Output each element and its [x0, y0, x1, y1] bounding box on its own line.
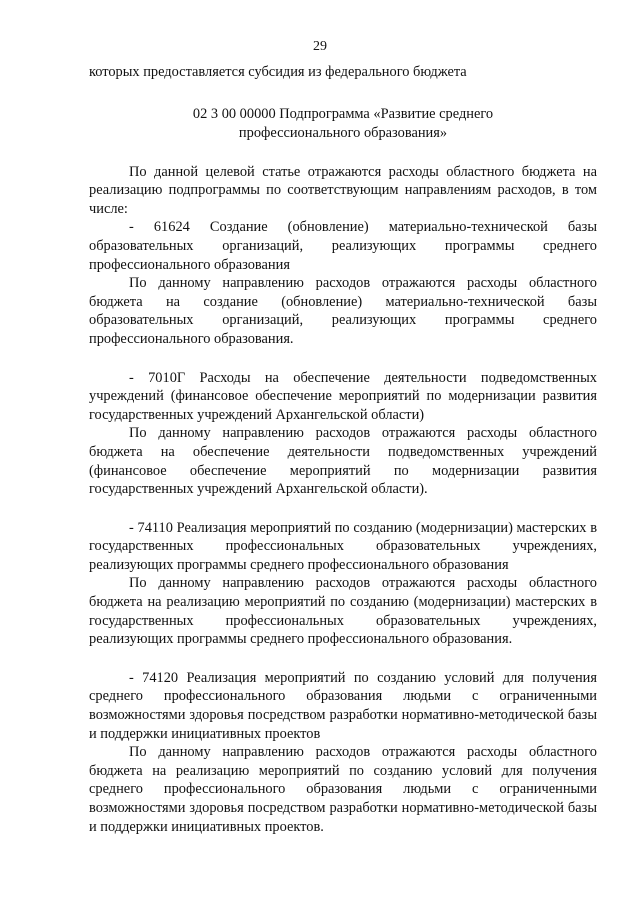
- expense-item-7010g-description: По данному направлению расходов отражаются расходы областного бюджета на обеспечение деятельности подведомственных учреждений (финансовое обеспечение мероприятий по модернизации развития государственных учреждений Архангельской области).: [89, 425, 597, 498]
- expense-item-74110-title: - 74110 Реализация мероприятий по созданию (модернизации) мастерских в государственных профессиональных образовательных учреждениях, реализующих программы среднего профессионального образования: [89, 519, 597, 573]
- expense-item-74120-description: По данному направлению расходов отражаются расходы областного бюджета на реализацию мероприятий по созданию условий для получения среднего профессионального образования людьми с ограниченными возможностями здоровья посредством разработки нормативно-методической базы и поддержки инициативных проектов.: [89, 744, 597, 835]
- expense-item-7010g-title: - 7010Г Расходы на обеспечение деятельности подведомственных учреждений (финансовое обеспечение мероприятий по модернизации развития государственных учреждений Архангельской области): [89, 369, 597, 423]
- lead-line: которых предоставляется субсидия из федерального бюджета: [89, 64, 467, 80]
- expense-item-61624-title: - 61624 Создание (обновление) материально-технической базы образовательных организаций, реализующих программы среднего профессионального образования: [89, 219, 597, 273]
- section-heading-line-2: профессионального образования»: [238, 124, 448, 141]
- section-heading: [89, 105, 597, 143]
- section-heading-line-1: 02 3 00 00000 Подпрограмма «Развитие среднего: [192, 105, 494, 122]
- intro-paragraph: По данной целевой статье отражаются расходы областного бюджета на реализацию подпрограммы по соответствующим направлениям расходов, в том числе:: [89, 163, 597, 217]
- expense-item-61624-description: По данному направлению расходов отражаются расходы областного бюджета на создание (обновление) материально-технической базы образовательных организаций, реализующих программы среднего профессионального образования.: [89, 275, 597, 347]
- expense-item-74120-title: - 74120 Реализация мероприятий по созданию условий для получения среднего профессионального образования людьми с ограниченными возможностями здоровья посредством разработки нормативно-методической базы и поддержки инициативных проектов: [89, 669, 597, 742]
- page-content: [89, 63, 597, 836]
- page-number: 29: [313, 39, 327, 54]
- expense-item-74110-description: По данному направлению расходов отражаются расходы областного бюджета на реализацию мероприятий по созданию (модернизации) мастерских в государственных профессиональных образовательных учреждениях, реализующих программы среднего профессионального образования.: [89, 575, 597, 648]
